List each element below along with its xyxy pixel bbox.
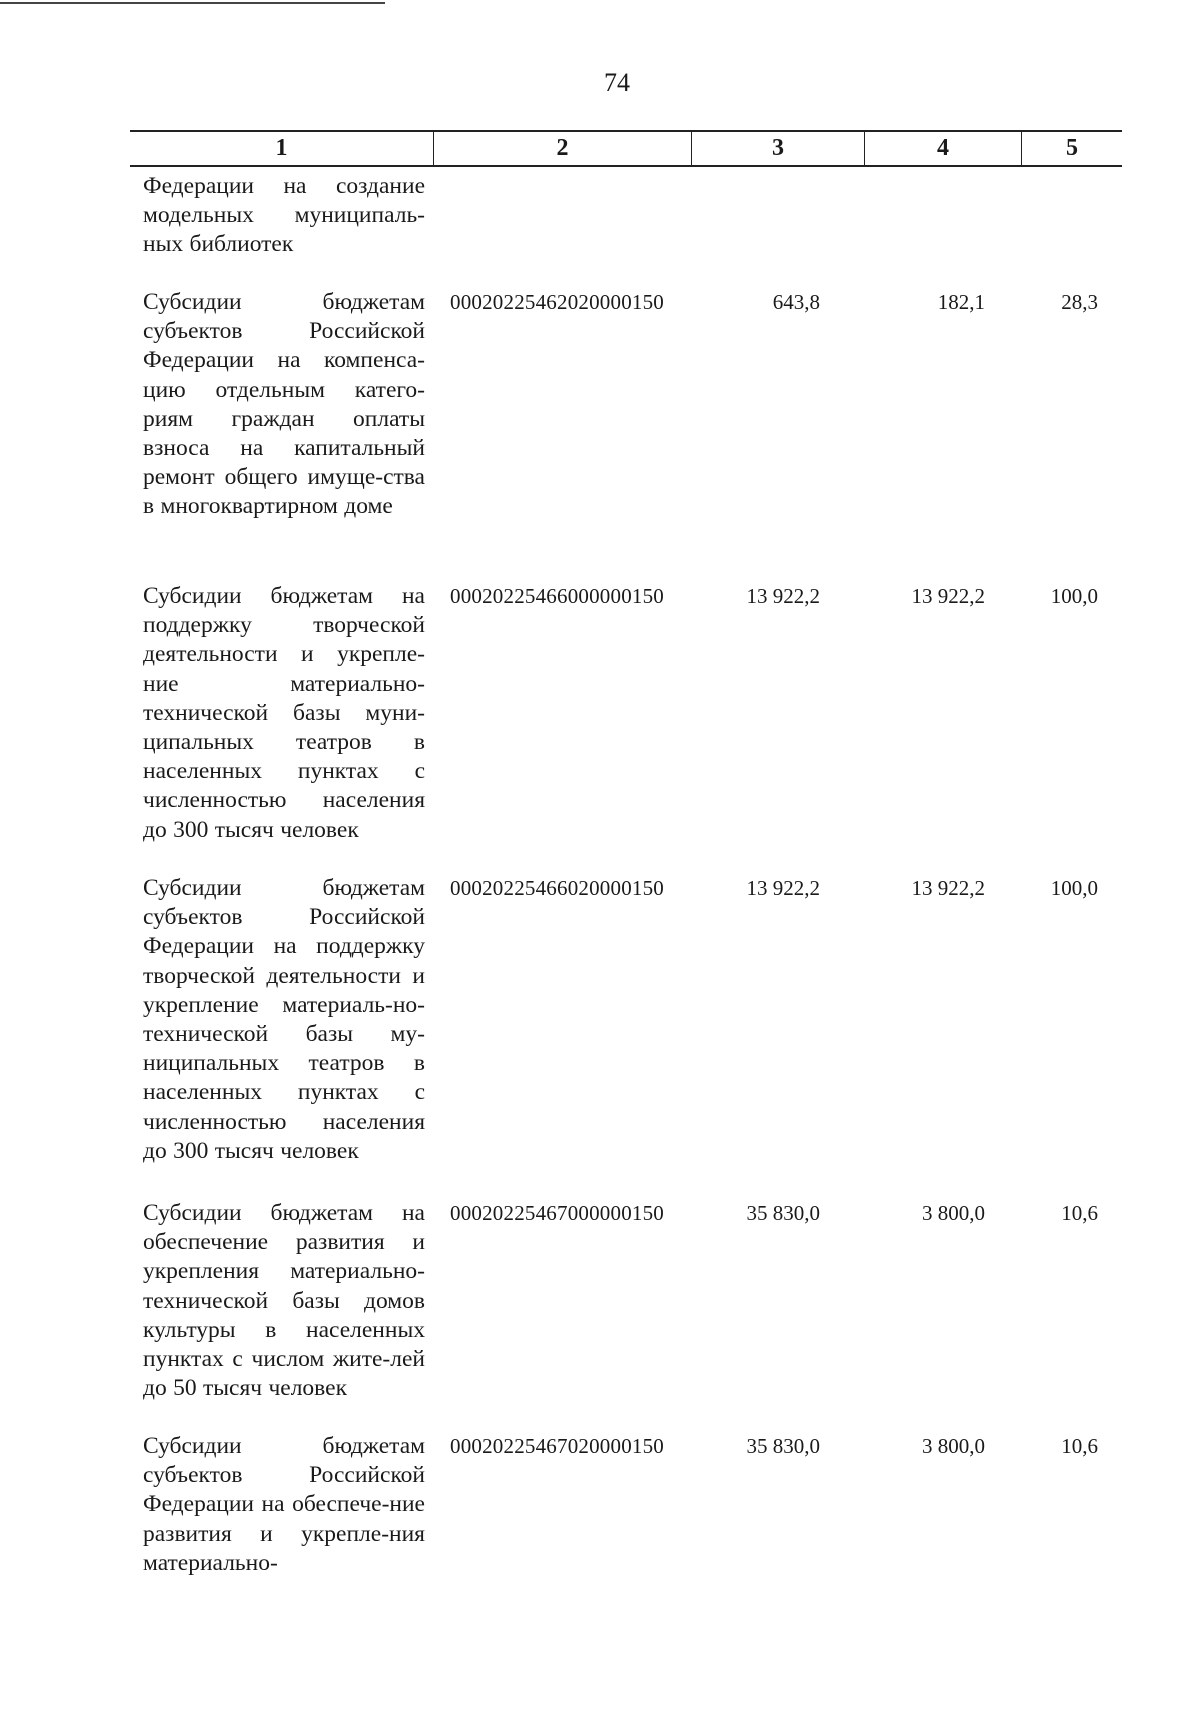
row-col5-value: 28,3 [1061,290,1098,314]
row-col4-value: 3 800,0 [922,1201,985,1225]
row-col4-value: 13 922,2 [911,876,985,900]
row-col5-value: 10,6 [1061,1434,1098,1458]
page-number: 74 [604,68,630,97]
header-col-5: 5 [1021,132,1122,165]
row-code: 00020225466000000150 [450,584,664,608]
row-code: 00020225467000000150 [450,1201,664,1225]
row-col4-value: 13 922,2 [911,584,985,608]
row-description: Субсидии бюджетам субъектов Российской Федерации на компенса-цию отдельным катего-риям граждан оплаты взноса на капитальный ремонт общего имуще-ства в многоквартирном доме [143,289,425,520]
header-col-3: 3 [691,132,864,165]
row-description: Субсидии бюджетам на обеспечение развития и укрепления материально-технической базы домов культуры в населенных пунктах с числом жите-лей до 50 тысяч человек [143,1200,425,1402]
row-description: Федерации на создание модельных муниципаль-ных библиотек [143,173,425,258]
row-code: 00020225462020000150 [450,290,664,314]
row-col5-value: 10,6 [1061,1201,1098,1225]
header-col-1: 1 [275,135,288,161]
row-col3-value: 35 830,0 [746,1201,820,1225]
row-col3-value: 13 922,2 [746,584,820,608]
row-col3-value: 643,8 [772,290,820,314]
table-header [130,130,1122,167]
row-description: Субсидии бюджетам на поддержку творческой деятельности и укрепле-ние материально-технической базы муни-ципальных театров в населенных пунктах с численностью населения до 300 тысяч человек [143,583,425,843]
row-col5-value: 100,0 [1050,876,1098,900]
row-col3-value: 35 830,0 [746,1434,820,1458]
row-col4-value: 3 800,0 [922,1434,985,1458]
row-col3-value: 13 922,2 [746,876,820,900]
row-col4-value: 182,1 [937,290,985,314]
header-col-4: 4 [864,132,1021,165]
row-code: 00020225467020000150 [450,1434,664,1458]
header-col-2: 2 [433,132,691,165]
row-description: Субсидии бюджетам субъектов Российской Федерации на поддержку творческой деятельности и укрепление материаль-но-технической базы му-ниципальных театров в населенных пунктах с численностью населения до 300 тысяч человек [143,875,425,1164]
row-col5-value: 100,0 [1050,584,1098,608]
row-description: Субсидии бюджетам субъектов Российской Федерации на обеспече-ние развития и укрепле-ния материально- [143,1433,425,1576]
top-rule [0,2,385,4]
row-code: 00020225466020000150 [450,876,664,900]
